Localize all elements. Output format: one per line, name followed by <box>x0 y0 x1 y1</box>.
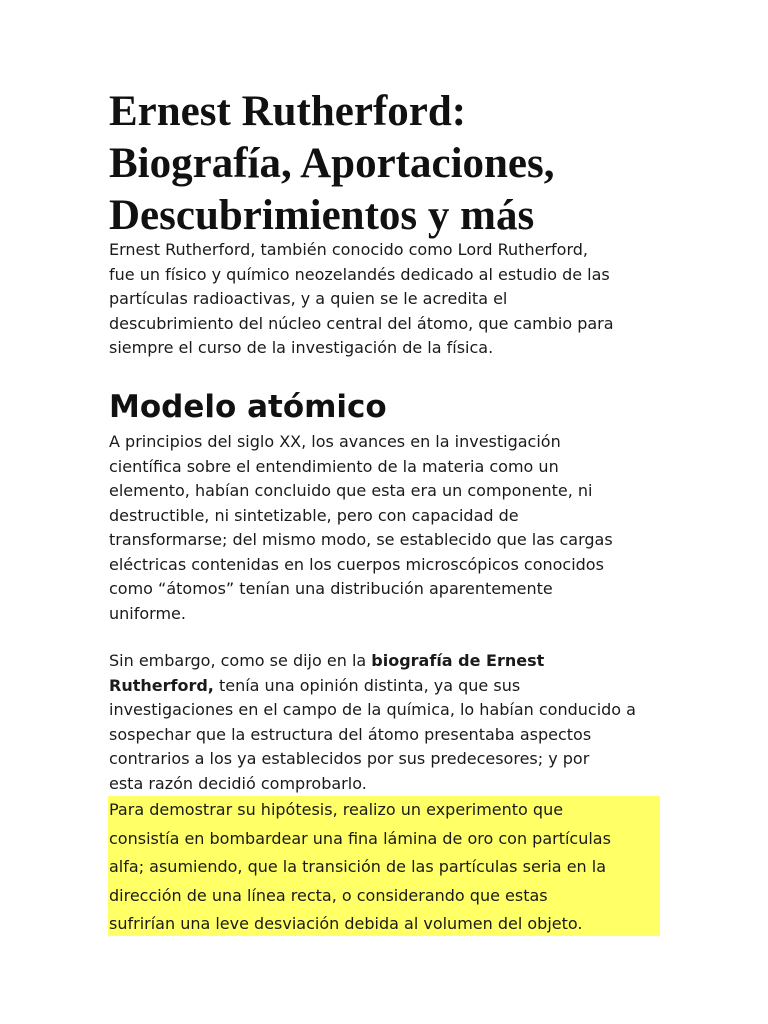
highlighted-paragraph <box>109 796 661 939</box>
text-line: partículas radioactivas, y a quien se le acredita el <box>109 289 508 308</box>
text-line: como “átomos” tenían una distribución aparentemente <box>109 579 553 598</box>
text-line: eléctricas contenidas en los cuerpos microscópicos conocidos <box>109 554 604 574</box>
text-line: sufrirían una leve desviación debida al volumen del objeto. <box>109 914 583 933</box>
text-line: alfa; asumiendo, que la transición de las partículas seria en la <box>109 857 607 876</box>
text-line: sospechar que la estructura del átomo presentaba aspectos <box>109 724 592 744</box>
title-line: Biografía, Aportaciones, <box>109 140 555 187</box>
text-line: investigaciones en el campo de la química, lo habían conducido a <box>109 700 636 719</box>
text-line: consistía en bombardear una fina lámina de oro con partículas <box>109 828 611 848</box>
text-line: Ernest Rutherford, también conocido como Lord Rutherford, <box>109 240 588 259</box>
text-line: esta razón decidió comprobarlo. <box>109 773 367 793</box>
text-line: uniforme. <box>109 603 186 623</box>
text-line: fue un físico y químico neozelandés dedicado al estudio de las <box>109 264 610 284</box>
bold-link-text: Rutherford, <box>109 675 214 695</box>
text-line: siempre el curso de la investigación de la física. <box>109 338 494 357</box>
text-line: elemento, habían concluido que esta era un componente, ni <box>109 481 593 500</box>
title-line: Descubrimientos y más <box>109 192 535 239</box>
title-line: Ernest Rutherford: <box>109 88 467 135</box>
text-line: A principios del siglo XX, los avances en la investigación <box>109 432 561 451</box>
text-line: descubrimiento del núcleo central del átomo, que cambio para <box>109 313 614 333</box>
intro-paragraph <box>109 238 669 361</box>
paragraph-however <box>109 649 669 796</box>
bold-link-text: biografía de Ernest <box>371 651 545 670</box>
section-heading: Modelo atómico <box>109 389 387 425</box>
text-line: Para demostrar su hipótesis, realizo un experimento que <box>109 800 564 819</box>
text-line: contrarios a los ya establecidos por sus predecesores; y por <box>109 749 590 768</box>
text-run: tenía una opinión distinta, ya que sus <box>213 675 521 695</box>
text-line <box>109 674 669 699</box>
text-line: científica sobre el entendimiento de la materia como un <box>109 456 559 476</box>
text-line: destructible, ni sintetizable, pero con capacidad de <box>109 505 519 525</box>
text-line: dirección de una línea recta, o considerando que estas <box>109 885 548 905</box>
text-line <box>109 649 669 674</box>
text-line: transformarse; del mismo modo, se establecido que las cargas <box>109 530 613 549</box>
text-run: Sin embargo, como se dijo en la <box>109 651 372 670</box>
page-title <box>109 86 709 242</box>
paragraph-atomic-model <box>109 430 669 626</box>
